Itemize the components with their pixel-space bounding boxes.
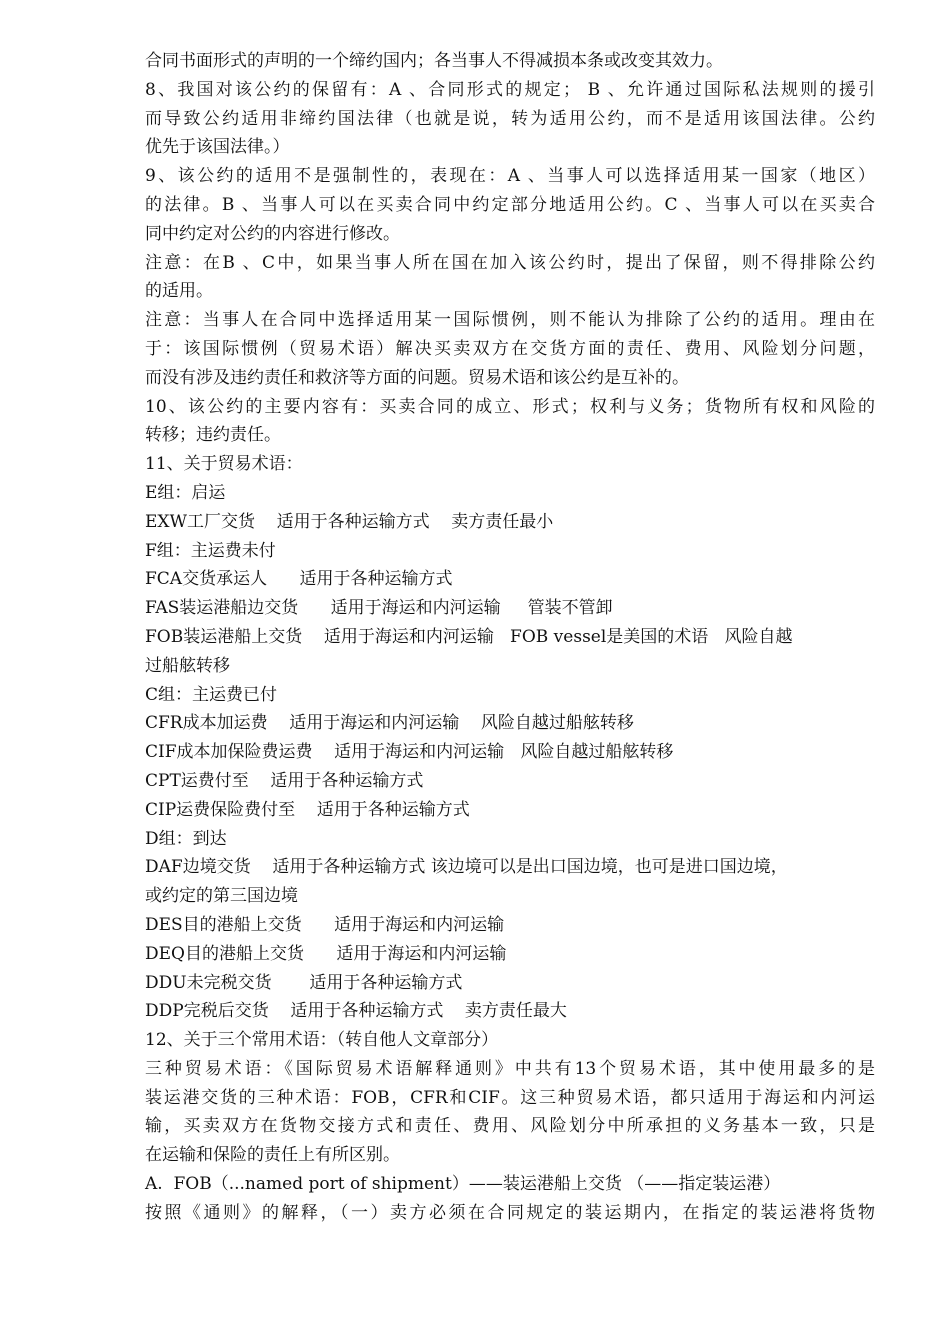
text-line: 11、关于贸易术语： (145, 454, 303, 475)
text-line: D组：到达 (145, 828, 227, 849)
text-line: F组：主运费未付 (145, 540, 276, 561)
text-line: 同中约定对公约的内容进行修改。 (145, 223, 400, 244)
text-line: CFR成本加运费 适用于海运和内河运输 风险自越过船舷转移 (145, 713, 634, 734)
text-line: FAS装运港船边交货 适用于海运和内河运输 管装不管卸 (145, 598, 613, 619)
text-line: EXW工厂交货 适用于各种运输方式 卖方责任最小 (145, 511, 554, 532)
text-line: 9、该公约的适用不是强制性的，表现在：A 、当事人可以选择适用某一国家（地区） (145, 166, 875, 187)
text-line: FCA交货承运人 适用于各种运输方式 (145, 569, 453, 590)
text-line: 三种贸易术语：《国际贸易术语解释通则》中共有13个贸易术语，其中使用最多的是 (145, 1058, 875, 1079)
text-line: DDP完税后交货 适用于各种运输方式 卖方责任最大 (145, 1001, 567, 1022)
text-line: 转移；违约责任。 (145, 425, 281, 446)
text-line: 而导致公约适用非缔约国法律（也就是说，转为适用公约，而不是适用该国法律。公约 (145, 108, 875, 129)
text-line: 装运港交货的三种术语：FOB，CFR和CIF。这三种贸易术语，都只适用于海运和内河运 (145, 1087, 875, 1108)
text-line: 优先于该国法律。） (145, 137, 290, 158)
text-line: 过船舷转移 (145, 655, 230, 676)
text-line: 于：该国际惯例（贸易术语）解决买卖双方在交货方面的责任、费用、风险划分问题， (145, 338, 875, 359)
text-line: 合同书面形式的声明的一个缔约国内；各当事人不得减损本条或改变其效力。 (145, 51, 723, 71)
text-line: DDU未完税交货 适用于各种运输方式 (145, 972, 463, 993)
text-line: 注意：在B 、C中，如果当事人所在国在加入该公约时，提出了保留，则不得排除公约 (145, 252, 875, 273)
text-line: 10、该公约的主要内容有：买卖合同的成立、形式；权利与义务；货物所有权和风险的 (145, 396, 875, 417)
text-line: 或约定的第三国边境 (145, 886, 298, 907)
text-line: 8、我国对该公约的保留有：A 、合同形式的规定； B 、允许通过国际私法规则的援引 (145, 79, 875, 100)
document-page (145, 47, 875, 1228)
text-line: DAF边境交货 适用于各种运输方式 该边境可以是出口国边境，也可是进口国边境， (145, 857, 788, 878)
text-line: DES目的港船上交货 适用于海运和内河运输 (145, 914, 505, 935)
text-line: 输，买卖双方在货物交接方式和责任、费用、风险划分中所承担的义务基本一致，只是 (145, 1116, 875, 1137)
text-line: 按照《通则》的解释，（一）卖方必须在合同规定的装运期内，在指定的装运港将货物 (145, 1202, 875, 1223)
text-line: CIF成本加保险费运费 适用于海运和内河运输 风险自越过船舷转移 (145, 742, 674, 763)
text-line: 在运输和保险的责任上有所区别。 (145, 1145, 400, 1166)
text-line: FOB装运港船上交货 适用于海运和内河运输 FOB vessel是美国的术语 风险自越 (145, 626, 793, 647)
text-line: 的法律。B 、当事人可以在买卖合同中约定部分地适用公约。C 、当事人可以在买卖合 (145, 194, 875, 215)
text-line: C组：主运费已付 (145, 684, 278, 705)
text-line: 12、关于三个常用术语：（转自他人文章部分） (145, 1030, 499, 1051)
text-line: E组：启运 (145, 482, 226, 503)
text-line: A. FOB（...named port of shipment）——装运港船上交货 （——指定装运港） (145, 1174, 781, 1195)
text-line: CPT运费付至 适用于各种运输方式 (145, 770, 424, 791)
text-line: 的适用。 (145, 281, 213, 302)
text-line: DEQ目的港船上交货 适用于海运和内河运输 (145, 943, 507, 964)
text-line: CIP运费保险费付至 适用于各种运输方式 (145, 799, 470, 820)
text-line: 而没有涉及违约责任和救济等方面的问题。贸易术语和该公约是互补的。 (145, 367, 689, 388)
text-line: 注意：当事人在合同中选择适用某一国际惯例，则不能认为排除了公约的适用。理由在 (145, 310, 875, 331)
